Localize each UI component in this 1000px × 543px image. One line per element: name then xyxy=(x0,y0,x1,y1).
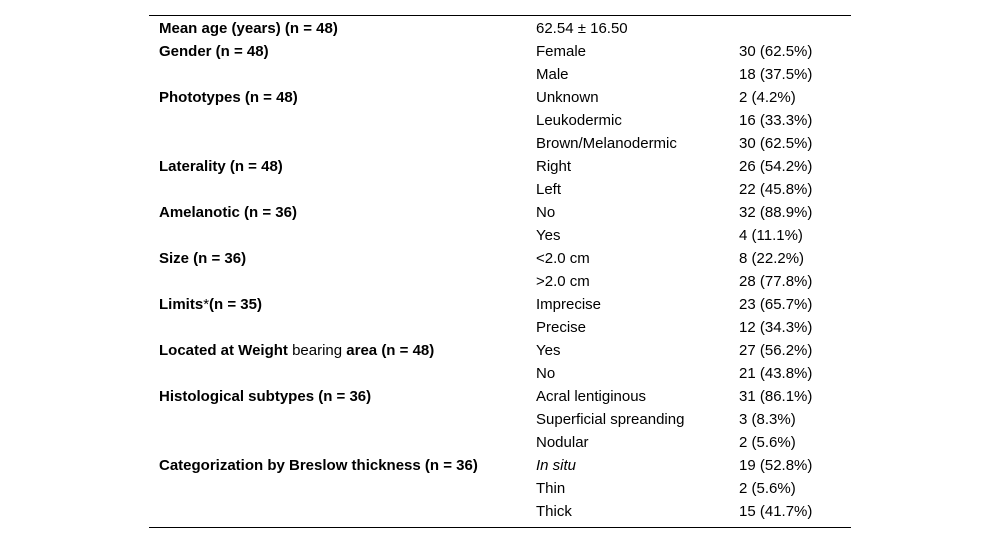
table-row xyxy=(149,339,851,362)
table-row xyxy=(149,86,851,109)
table-row xyxy=(149,40,851,63)
value-cell: 32 (88.9%) xyxy=(739,204,813,221)
category-cell: Yes xyxy=(536,342,561,359)
value-cell: 4 (11.1%) xyxy=(739,227,803,244)
category-cell: Left xyxy=(536,181,562,198)
table-row xyxy=(149,454,851,477)
value-cell: 12 (34.3%) xyxy=(739,319,813,336)
value-cell: 2 (4.2%) xyxy=(739,89,796,106)
category-cell: Superficial spreanding xyxy=(536,411,685,428)
category-cell: Imprecise xyxy=(536,296,602,313)
variable-label-count: (n = 35) xyxy=(209,296,262,313)
variable-label: Histological subtypes (n = 36) xyxy=(159,388,372,405)
value-cell: 2 (5.6%) xyxy=(739,480,796,497)
table-row xyxy=(149,201,851,224)
table-row xyxy=(149,270,851,293)
category-cell: No xyxy=(536,365,556,382)
table-row xyxy=(149,155,851,178)
value-cell: 31 (86.1%) xyxy=(739,388,813,405)
value-cell: 18 (37.5%) xyxy=(739,66,813,83)
value-cell: 8 (22.2%) xyxy=(739,250,805,267)
table-row xyxy=(149,385,851,408)
data-table xyxy=(149,15,851,528)
variable-label-main: Located at Weight xyxy=(159,342,288,359)
category-cell: Yes xyxy=(536,227,561,244)
value-cell: 16 (33.3%) xyxy=(739,112,813,129)
category-cell: No xyxy=(536,204,556,221)
variable-label: Amelanotic (n = 36) xyxy=(159,204,297,221)
category-cell: Male xyxy=(536,66,569,83)
variable-label xyxy=(159,293,262,316)
category-cell: Leukodermic xyxy=(536,112,622,129)
table-row xyxy=(149,63,851,86)
table-row xyxy=(149,178,851,201)
value-cell: 15 (41.7%) xyxy=(739,503,813,520)
value-cell: 28 (77.8%) xyxy=(739,273,813,290)
footnote-asterisk: * xyxy=(203,296,210,313)
category-cell: Thin xyxy=(536,480,566,497)
variable-label: Laterality (n = 48) xyxy=(159,158,283,175)
category-cell: Brown/Melanodermic xyxy=(536,135,677,152)
category-cell: Female xyxy=(536,43,587,60)
value-cell: 21 (43.8%) xyxy=(739,365,813,382)
category-cell: In situ xyxy=(536,457,577,474)
value-cell: 30 (62.5%) xyxy=(739,43,813,60)
category-cell: Unknown xyxy=(536,89,599,106)
table-row xyxy=(149,293,851,316)
variable-label: Gender (n = 48) xyxy=(159,43,269,60)
table-row xyxy=(149,477,851,500)
table-row xyxy=(149,408,851,431)
variable-label: Mean age (years) (n = 48) xyxy=(159,20,338,37)
table-row xyxy=(149,109,851,132)
variable-label: Categorization by Breslow thickness (n = 36) xyxy=(159,457,478,474)
value-cell: 30 (62.5%) xyxy=(739,135,813,152)
value-cell: 19 (52.8%) xyxy=(739,457,813,474)
table-row xyxy=(149,316,851,339)
value-cell: 2 (5.6%) xyxy=(739,434,796,451)
table-row xyxy=(149,500,851,523)
table-row xyxy=(149,132,851,155)
value-cell: 23 (65.7%) xyxy=(739,296,813,313)
variable-label-main: Limits xyxy=(159,296,204,313)
variable-label xyxy=(159,339,434,362)
value-cell: 22 (45.8%) xyxy=(739,181,813,198)
table-row xyxy=(149,362,851,385)
table-row xyxy=(149,431,851,454)
value-cell: 3 (8.3%) xyxy=(739,411,796,428)
table-row xyxy=(149,224,851,247)
category-cell: Nodular xyxy=(536,434,589,451)
category-cell: Acral lentiginous xyxy=(536,388,647,405)
variable-label-count: area (n = 48) xyxy=(346,342,435,359)
category-cell: 62.54 ± 16.50 xyxy=(536,20,628,37)
table-row xyxy=(149,17,851,40)
category-cell: >2.0 cm xyxy=(536,273,590,290)
category-cell: Right xyxy=(536,158,572,175)
category-cell: <2.0 cm xyxy=(536,250,590,267)
value-cell: 27 (56.2%) xyxy=(739,342,813,359)
category-cell: Thick xyxy=(536,503,572,520)
variable-label: Phototypes (n = 48) xyxy=(159,89,298,106)
category-cell: Precise xyxy=(536,319,587,336)
value-cell: 26 (54.2%) xyxy=(739,158,813,175)
variable-label-plain: bearing xyxy=(287,342,347,359)
variable-label: Size (n = 36) xyxy=(159,250,247,267)
table-row xyxy=(149,247,851,270)
